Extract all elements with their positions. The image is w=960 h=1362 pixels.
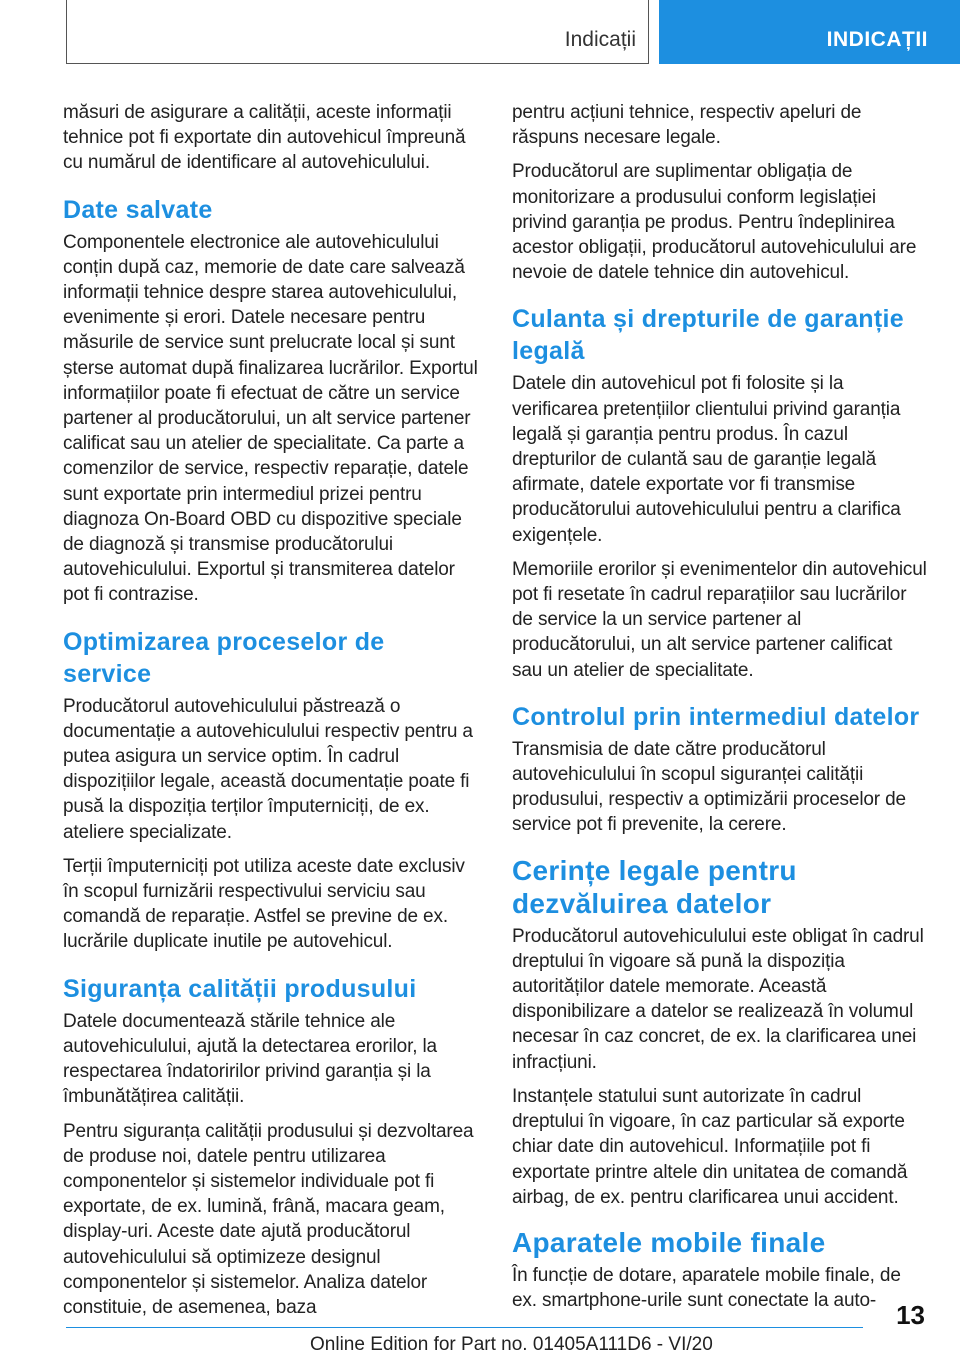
- heading-siguranta: Siguranța calității produsului: [63, 974, 417, 1003]
- header-frame: [66, 0, 649, 64]
- paragraph: măsuri de asigurare a calității, aceste informații tehnice pot fi exportate din autovehicul împreună cu numărul de identificare al autovehiculului.: [63, 102, 466, 174]
- paragraph: Instanțele statului sunt autorizate în cadrul dreptului în vigoare, în caz particular să exporte chiar date din autovehicul. Informațiile pot fi exportate printre altele din unitatea de comandă airbag, de ex. pentru clarificarea unui accident.: [512, 1085, 908, 1208]
- paragraph: Producătorul autovehiculului este obligat în cadrul dreptului în vigoare să pună la dispoziția autorităților datele memorate. Această disponibilizare a datelor se realizează în volumul necesar în caz concret, de ex. la clarificarea unei infracțiuni.: [512, 925, 924, 1073]
- left-column: [63, 100, 478, 1329]
- paragraph: Transmisia de date către producătorul autovehiculului în scopul siguranței calității produsului, respectiv a optimizării proceselor de service pot fi prevenite, la cerere.: [512, 738, 906, 836]
- paragraph: Pentru siguranța calității produsului și dezvoltarea de produse noi, datele pentru utilizarea componentelor și sistemelor individuale pot fi exportate, de ex. lumină, frână, macara geam, display-uri. Aceste date ajută producătorul autovehiculului să optimizeze designul componentelor și sistemelor. Analiza datelor constituie, de asemenea, baza: [63, 1120, 474, 1318]
- heading-controlul: Controlul prin intermediul datelor: [512, 702, 920, 731]
- heading-cerinte-legale: Cerințe legale pentru dezvăluirea datelor: [512, 854, 797, 919]
- footer-divider: [66, 1327, 863, 1328]
- section-tab-label: INDICAȚII: [826, 28, 928, 51]
- paragraph: Producătorul are suplimentar obligația de monitorizare a produsului conform legislației privind garanția pe produs. Pentru îndeplinirea acestor obligații, producătorul autovehiculului are nevoie de datele tehnice din autovehicul.: [512, 161, 917, 284]
- heading-aparatele-mobile: Aparatele mobile finale: [512, 1226, 826, 1258]
- section-tab[interactable]: [659, 0, 960, 64]
- heading-culanta: Culanta și drepturile de garanție legală: [512, 305, 904, 366]
- heading-optimizarea: Optimizarea proceselor de service: [63, 627, 385, 688]
- paragraph: Datele din autovehicul pot fi folosite și la verificarea pretențiilor clientului privind garanția legală și garanția pentru produs. În cazul drepturilor de culantă sau de garanție legală afirmate, datele exportate vor fi transmise producătorului autovehiculului pentru a clarifica exigențele.: [512, 373, 901, 546]
- footer-edition: Online Edition for Part no. 01405A111D6 - VI/20: [310, 1334, 713, 1355]
- page-number: 13: [896, 1300, 925, 1330]
- right-column: [512, 100, 927, 1322]
- paragraph: pentru acțiuni tehnice, respectiv apeluri de răspuns necesare legale.: [512, 102, 862, 149]
- paragraph: Datele documentează stările tehnice ale autovehiculului, ajută la detectarea erorilor, la respectarea îndatoririlor privind garanția și la îmbunătățirea calității.: [63, 1010, 437, 1108]
- paragraph: Memoriile erorilor și evenimentelor din autovehicul pot fi resetate în cadrul reparațiilor sau lucrărilor de service la un service partener al producătorului, un alt service partener calificat sau un atelier de specialitate.: [512, 558, 927, 681]
- paragraph: Terții împuterniciți pot utiliza aceste date exclusiv în scopul furnizării respectivului serviciu sau comandă de reparație. Astfel se previne de ex. lucrările duplicate inutile pe autovehicul.: [63, 855, 465, 953]
- paragraph: Producătorul autovehiculului păstrează o documentație a autovehiculului respectiv pentru a putea asigura un service optim. În cadrul dispozițiilor legale, această documentație poate fi pusă la dispoziția terților împuterniciți, de ex. ateliere specializate.: [63, 695, 473, 843]
- paragraph: În funcție de dotare, aparatele mobile finale, de ex. smartphone-urile sunt conectate la auto-: [512, 1264, 901, 1312]
- section-label: Indicații: [564, 28, 636, 51]
- paragraph: Componentele electronice ale autovehiculului conțin după caz, memorie de date care salvează informații tehnice despre starea autovehiculului, evenimente și erori. Datele necesare pentru măsurile de service sunt prelucrate local și sunt șterse automat după finalizarea lucrărilor. Exportul informațiilor poate fi efectuat de către un service partener al producătorului, un alt service partener calificat sau un atelier de specialitate. Ca parte a comenzilor de service, respectiv reparație, datele sunt exportate prin intermediul prizei pentru diagnoza On-Board OBD cu dispozitive speciale de diagnoză și transmise producătorului autovehiculului. Exportul și transmiterea datelor pot fi contrazise.: [63, 231, 478, 606]
- heading-date-salvate: Date salvate: [63, 195, 213, 224]
